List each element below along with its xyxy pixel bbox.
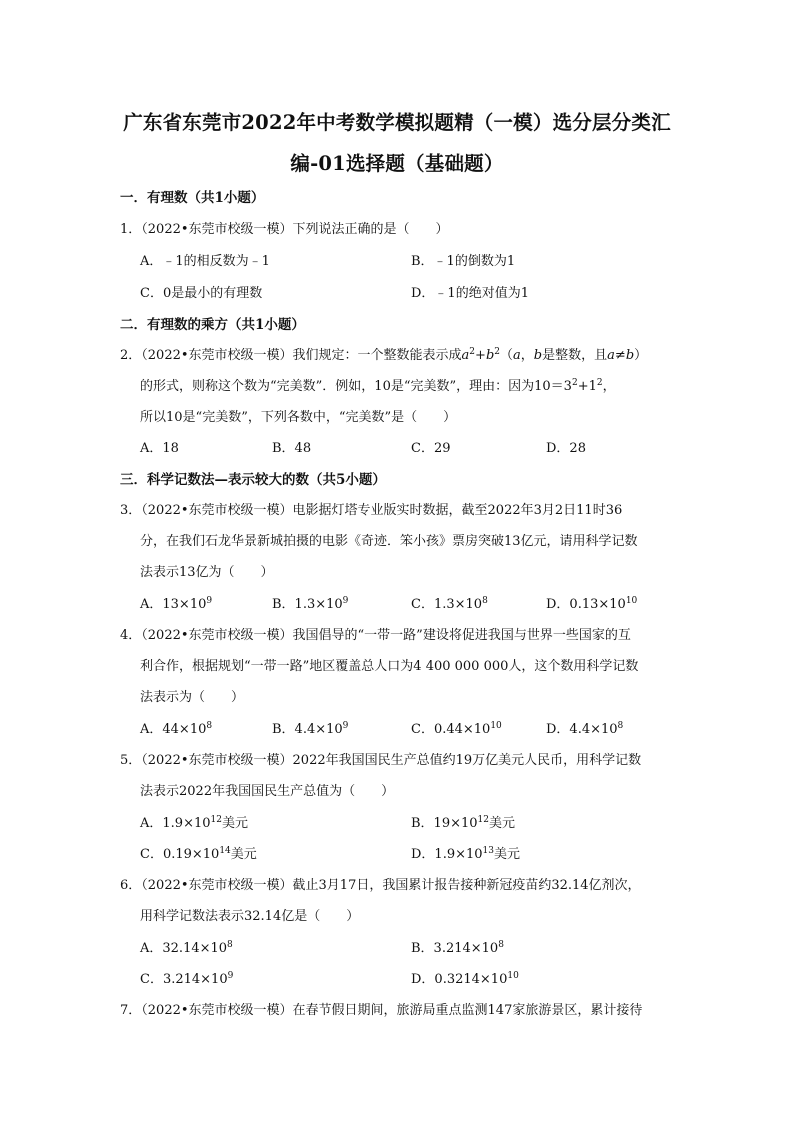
question-4-option-c: C．$0.44\times 10^{10}$ bbox=[411, 721, 502, 737]
section-heading-rational-numbers: 一．有理数（共1小题） bbox=[120, 190, 265, 206]
question-2-option-d: D．28 bbox=[546, 441, 586, 456]
section-heading-powers: 二．有理数的乘方（共1小题） bbox=[120, 317, 305, 333]
question-3-option-b: B．$1.3\times 10^9$ bbox=[272, 596, 349, 612]
question-5-line2: 法表示2022年我国国民生产总值为（ ） bbox=[140, 784, 395, 799]
question-2-line1: 2．（2022•东莞市校级一模）我们规定：一个整数能表示成$a^2+b^2(a$，b是整数，且a≠b） bbox=[120, 347, 648, 363]
question-4-option-d: D．$4.4\times 10^8$ bbox=[546, 721, 624, 737]
question-1-stem: 1．（2022•东莞市校级一模）下列说法正确的是（ ） bbox=[120, 222, 449, 237]
question-6-option-c: C．$3.214\times 10^9$ bbox=[140, 971, 234, 987]
question-4-line2: 利合作，根据规划“一带一路”地区覆盖总人口为4 400 000 000人，这个数用科学记数 bbox=[140, 659, 639, 674]
question-3-line1: 3．（2022•东莞市校级一模）电影据灯塔专业版实时数据，截至2022年3月2日11时36 bbox=[120, 503, 623, 518]
question-5-option-b: B．$19\times 10^{12}$美元 bbox=[411, 815, 515, 831]
question-4-line1: 4．（2022•东莞市校级一模）我国倡导的“一带一路”建设将促进我国与世界一些国家的互 bbox=[120, 628, 631, 643]
question-6-line1: 6．（2022•东莞市校级一模）截止3月17日，我国累计报告接种新冠疫苗约32.14亿剂次， bbox=[120, 878, 641, 893]
question-2-line3: 所以10是“完美数”，下列各数中，“完美数”是（ ） bbox=[140, 410, 457, 425]
question-6-option-d: D．$0.3214\times 10^{10}$ bbox=[411, 971, 519, 987]
section-heading-scientific-notation: 三．科学记数法—表示较大的数（共5小题） bbox=[120, 472, 386, 488]
question-5-line1: 5．（2022•东莞市校级一模）2022年我国国民生产总值约19万亿美元人民币，用科学记数 bbox=[120, 753, 642, 768]
question-5-option-a: A．$1.9\times 10^{12}$美元 bbox=[140, 815, 248, 831]
question-6-line2: 用科学记数法表示32.14亿是（ ） bbox=[140, 909, 360, 924]
question-3-option-a: A．$13\times 10^9$ bbox=[140, 596, 213, 612]
document-title-line1: 广东省东莞市2022年中考数学模拟题精（一模）选分层分类汇 bbox=[123, 111, 671, 134]
question-1-option-b: B．﹣1的倒数为1 bbox=[411, 254, 516, 269]
question-1-option-a: A．﹣1的相反数为﹣1 bbox=[140, 254, 270, 269]
question-2-line2: 的形式，则称这个数为“完美数”．例如，10是“完美数”，理由：因为$10=3^2+1^2$， bbox=[140, 378, 616, 394]
document-title-line2: 编-01选择题（基础题） bbox=[290, 152, 504, 175]
question-3-line2: 分，在我们石龙华景新城拍摄的电影《奇迹．笨小孩》票房突破13亿元，请用科学记数 bbox=[140, 534, 638, 549]
question-5-option-c: C．$0.19\times 10^{14}$美元 bbox=[140, 846, 257, 862]
question-6-option-b: B．$3.214\times 10^8$ bbox=[411, 940, 504, 956]
question-1-option-d: D．﹣1的绝对值为1 bbox=[411, 286, 529, 301]
question-3-line3: 法表示13亿为（ ） bbox=[140, 565, 274, 580]
question-2-option-c: C．29 bbox=[411, 441, 451, 456]
question-7-line1: 7．（2022•东莞市校级一模）在春节假日期间，旅游局重点监测147家旅游景区，累计接待 bbox=[120, 1003, 643, 1018]
question-3-option-c: C．$1.3\times 10^8$ bbox=[411, 596, 488, 612]
question-4-option-b: B．$4.4\times 10^9$ bbox=[272, 721, 349, 737]
question-2-option-b: B．48 bbox=[272, 441, 312, 456]
question-5-option-d: D．$1.9\times 10^{13}$美元 bbox=[411, 846, 521, 862]
question-6-option-a: A．$32.14\times 10^8$ bbox=[140, 940, 233, 956]
question-3-option-d: D．$0.13\times 10^{10}$ bbox=[546, 596, 638, 612]
question-1-option-c: C．0是最小的有理数 bbox=[140, 286, 263, 301]
question-4-option-a: A．$44\times 10^8$ bbox=[140, 721, 213, 737]
question-2-option-a: A．18 bbox=[140, 441, 179, 456]
question-4-line3: 法表示为（ ） bbox=[140, 690, 245, 705]
